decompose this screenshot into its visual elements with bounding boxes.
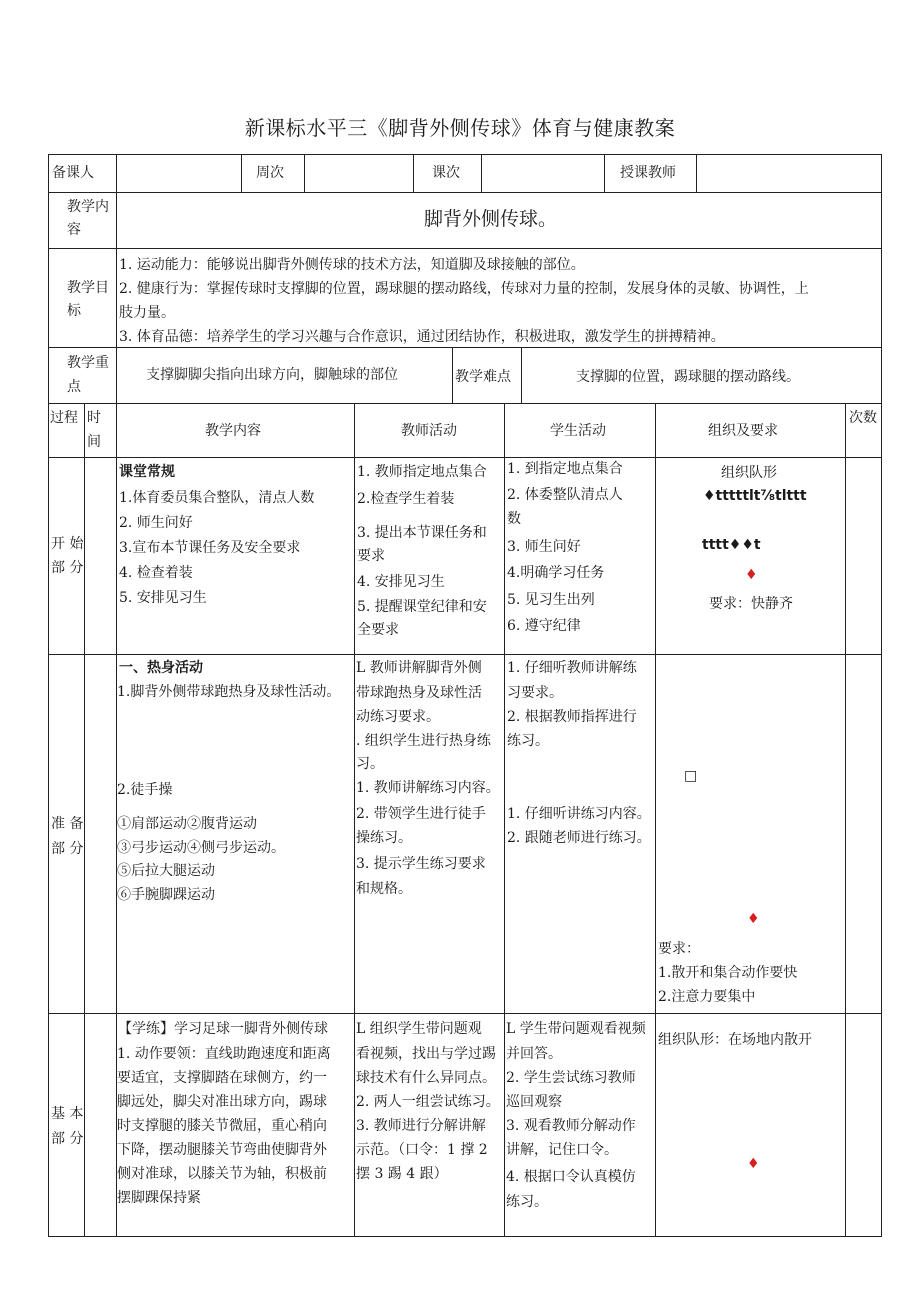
start-content-item: 1.体育委员集合整队，清点人数 (119, 490, 315, 506)
start-label-line1: 开 始 (51, 536, 84, 552)
basic-label-line2: 部 分 (51, 1131, 84, 1147)
content-label-line2: 容 (67, 222, 81, 238)
start-student-item: 2. 体委整队清点人 (507, 487, 623, 503)
start-teacher-item: 4. 安排见习生 (357, 574, 445, 590)
basic-teacher-item: L 组织学生带问题观 (356, 1021, 482, 1037)
prep-student-item: 2. 根据教师指挥进行 (507, 709, 637, 725)
prep-student-item: 1. 仔细听讲练习内容。 (507, 806, 651, 822)
basic-content-item: 侧对准球，以膝关节为轴，积极前 (117, 1166, 327, 1182)
col-time-line2: 间 (87, 434, 101, 450)
goals-label-line1: 教学目 (67, 280, 109, 296)
basic-teacher-item: 摆 3 踢 4 跟） (356, 1166, 448, 1182)
basic-content-heading: 【学练】学习足球一脚背外侧传球 (118, 1021, 328, 1037)
prep-student-item: 2. 跟随老师进行练习。 (507, 830, 651, 846)
start-student-item: 5. 见习生出列 (507, 592, 595, 608)
preparer-label: 备课人 (52, 165, 94, 181)
basic-student-item: 讲解，记住口令。 (506, 1142, 618, 1158)
start-org-title: 组织队形 (721, 465, 777, 481)
prep-org-requirement: 1.散开和集合动作要快 (658, 965, 798, 981)
col-teacher: 教师活动 (401, 423, 457, 439)
prep-content-item: ①肩部运动②腹背运动 (117, 816, 257, 832)
teacher-marker-icon: ♦ (745, 567, 758, 583)
start-teacher-item: 1. 教师指定地点集合 (357, 464, 487, 480)
prep-content-heading: 一、热身活动 (119, 660, 203, 676)
prep-teacher-item: 动练习要求。 (356, 709, 440, 725)
key-label-line2: 点 (67, 379, 81, 395)
prep-label-line1: 准 备 (51, 816, 84, 832)
start-student-item: 3. 师生问好 (507, 539, 581, 555)
teaching-topic: 脚背外侧传球。 (424, 208, 558, 230)
basic-content-item: 下降，摆动腿膝关节弯曲使脚背外 (117, 1142, 327, 1158)
basic-teacher-item: 示范。（口令：1 撑 2 (356, 1142, 488, 1158)
basic-content-item: 1. 动作要领：直线助跑速度和距离 (117, 1046, 331, 1062)
prep-teacher-item: L 教师讲解脚背外侧 (356, 660, 482, 676)
prep-teacher-item: 2. 带领学生进行徒手 (356, 806, 486, 822)
basic-teacher-item: 2. 两人一组尝试练习。 (356, 1094, 500, 1110)
prep-content-item: 2.徒手操 (117, 782, 173, 798)
start-teacher-item: 要求 (357, 548, 385, 564)
start-teacher-item: 3. 提出本节课任务和 (357, 525, 487, 541)
basic-student-item: 4. 根据口令认真模仿 (506, 1169, 636, 1185)
teacher-marker-icon: ♦ (747, 1156, 760, 1172)
start-content-item: 3.宣布本节课任务及安全要求 (119, 540, 301, 556)
col-count: 次数 (849, 410, 877, 426)
basic-teacher-item: 3. 教师进行分解讲解 (356, 1118, 486, 1134)
basic-org-text: 组织队形：在场地内散开 (658, 1032, 812, 1048)
start-content-item: 4. 检查着装 (119, 565, 193, 581)
key-points-value: 支撑脚脚尖指向出球方向，脚触球的部位 (146, 367, 398, 383)
teacher-marker-icon: ♦ (747, 911, 760, 927)
formation-row-1: ♦tttttlt⅞tlttt (703, 488, 807, 504)
start-student-item: 6. 遵守纪律 (507, 618, 581, 634)
prep-teacher-item: 习。 (356, 756, 384, 772)
prep-content-item: 1.脚背外侧带球跑热身及球性活动。 (117, 684, 341, 700)
week-label: 周次 (256, 165, 284, 181)
start-content-heading: 课堂常规 (119, 464, 175, 480)
start-teacher-item: 5. 提醒课堂纪律和安 (357, 599, 487, 615)
prep-teacher-item: 1. 教师讲解练习内容。 (356, 780, 500, 796)
start-label-line2: 部 分 (51, 560, 84, 576)
key-label-line1: 教学重 (67, 355, 109, 371)
content-label-line1: 教学内 (67, 199, 109, 215)
start-org-requirement: 要求：快静齐 (709, 596, 793, 612)
page-title: 新课标水平三《脚背外侧传球》体育与健康教案 (244, 116, 676, 140)
col-process: 过程 (50, 410, 78, 426)
goal-item: 3. 体育品德：培养学生的学习兴趣与合作意识，通过团结协作，积极进取，激发学生的拼搏精神。 (119, 329, 725, 345)
prep-student-item: 1. 仔细听教师讲解练 (507, 660, 637, 676)
prep-org-requirement-title: 要求： (658, 941, 700, 957)
start-student-item: 数 (507, 511, 521, 527)
start-content-item: 2. 师生问好 (119, 515, 193, 531)
basic-student-item: L 学生带问题观看视频 (506, 1021, 646, 1037)
goal-item: 2. 健康行为：掌握传球时支撑脚的位置，踢球腿的摆动路线，传球对力量的控制，发展身体的灵敏、协调性，上 (119, 281, 809, 297)
goal-item: 1. 运动能力：能够说出脚背外侧传球的技术方法，知道脚及球接触的部位。 (119, 257, 585, 273)
col-time-line1: 时 (87, 410, 101, 426)
basic-student-item: 练习。 (506, 1194, 548, 1210)
teacher-label: 授课教师 (620, 165, 676, 181)
prep-teacher-item: 操练习。 (356, 830, 412, 846)
goal-item: 肢力量。 (119, 305, 175, 321)
prep-content-item: ③弓步运动④侧弓步运动。 (117, 840, 285, 856)
prep-content-item: ⑥手腕脚踝运动 (117, 887, 215, 903)
prep-student-item: 练习。 (507, 733, 549, 749)
basic-content-item: 脚远处，脚尖对准出球方向，踢球 (117, 1094, 327, 1110)
formation-box-icon: □ (684, 768, 698, 784)
basic-content-item: 要适宜，支撑脚踏在球侧方，约一 (117, 1070, 327, 1086)
start-student-item: 1. 到指定地点集合 (507, 461, 623, 477)
goals-label-line2: 标 (67, 303, 81, 319)
col-student: 学生活动 (550, 423, 606, 439)
basic-content-item: 时支撑腿的膝关节微屈，重心稍向 (117, 1118, 327, 1134)
start-teacher-item: 全要求 (357, 622, 399, 638)
prep-org-requirement: 2.注意力要集中 (658, 989, 756, 1005)
start-content-item: 5. 安排见习生 (119, 590, 207, 606)
difficulty-label: 教学难点 (455, 369, 511, 385)
prep-content-item: ⑤后拉大腿运动 (117, 863, 215, 879)
difficulty-value: 支撑脚的位置，踢球腿的摆动路线。 (576, 369, 800, 385)
prep-teacher-item: . 组织学生进行热身练 (356, 733, 491, 749)
col-content: 教学内容 (205, 423, 261, 439)
prep-teacher-item: 带球跑热身及球性活 (356, 685, 482, 701)
prep-teacher-item: 和规格。 (356, 881, 412, 897)
basic-student-item: 并回答。 (506, 1046, 562, 1062)
basic-teacher-item: 看视频，找出与学过踢 (356, 1046, 496, 1062)
prep-teacher-item: 3. 提示学生练习要求 (356, 856, 486, 872)
basic-student-item: 3. 观看教师分解动作 (506, 1118, 636, 1134)
lesson-label: 课次 (432, 165, 460, 181)
prep-student-item: 习要求。 (507, 685, 563, 701)
basic-teacher-item: 球技术有什么异同点。 (356, 1070, 496, 1086)
basic-label-line1: 基 本 (51, 1106, 84, 1122)
basic-student-item: 巡回观察 (506, 1094, 562, 1110)
col-organization: 组织及要求 (708, 423, 778, 439)
formation-row-2: tttt♦♦t (702, 537, 761, 553)
prep-label-line2: 部 分 (51, 841, 84, 857)
basic-student-item: 2. 学生尝试练习教师 (506, 1070, 636, 1086)
start-student-item: 4.明确学习任务 (507, 565, 605, 581)
basic-content-item: 摆脚踝保持紧 (117, 1190, 201, 1206)
start-teacher-item: 2.检查学生着装 (357, 491, 455, 507)
